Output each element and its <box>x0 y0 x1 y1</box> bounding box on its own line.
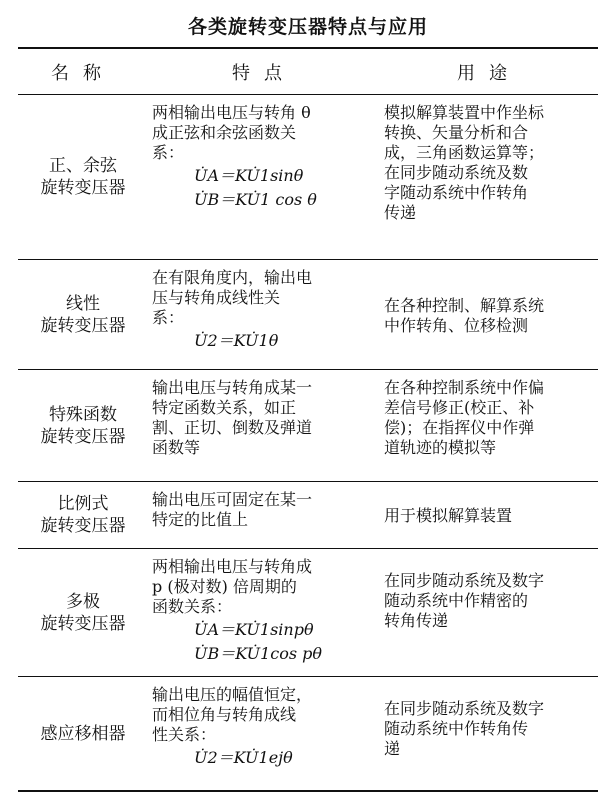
table-row <box>18 549 598 677</box>
formula: U̇2＝KU̇1θ <box>194 331 279 350</box>
row-name: 特殊函数 旋转变压器 <box>40 404 126 447</box>
row-features <box>148 260 380 369</box>
rotary-transformer-table <box>18 47 598 792</box>
row-features <box>148 95 380 259</box>
row-uses <box>380 482 598 548</box>
feature-text: 两相输出电压与转角成 p (极对数) 倍周期的 函数关系： <box>152 557 313 616</box>
use-text: 在同步随动系统及数字 随动系统中作精密的 转角传递 <box>384 571 545 630</box>
row-name: 正、余弦 旋转变压器 <box>40 156 126 198</box>
table-row <box>18 677 598 790</box>
row-uses <box>380 677 598 790</box>
use-text: 在同步随动系统及数字 随动系统中作转角传 递 <box>384 699 545 758</box>
row-features <box>148 482 380 548</box>
table-row <box>18 260 598 370</box>
use-text: 在各种控制、解算系统 中作转角、位移检测 <box>384 295 545 335</box>
row-features <box>148 549 380 676</box>
use-text: 在各种控制系统中作偏 差信号修正(校正、补 偿)；在指挥仪中作弹 道轨迹的模拟等 <box>384 378 545 457</box>
header-name: 名称 <box>51 62 115 84</box>
row-name: 线性 旋转变压器 <box>40 293 126 336</box>
feature-text: 输出电压的幅值恒定， 而相位角与转角成线 性关系： <box>152 685 313 744</box>
row-name: 比例式 旋转变压器 <box>40 494 126 536</box>
formula: U̇B＝KU̇1 cos θ <box>194 190 317 209</box>
row-uses <box>380 260 598 369</box>
row-uses <box>380 370 598 481</box>
feature-text: 在有限角度内，输出电 压与转角成线性关 系： <box>152 268 313 327</box>
row-features <box>148 677 380 790</box>
use-text: 用于模拟解算装置 <box>384 506 513 525</box>
row-name: 多极 旋转变压器 <box>40 591 126 634</box>
feature-text: 输出电压可固定在某一 特定的比值上 <box>152 490 313 529</box>
row-uses <box>380 95 598 259</box>
table-row <box>18 482 598 549</box>
formula: U̇B＝KU̇1cos pθ <box>194 644 323 663</box>
feature-text: 输出电压与转角成某一 特定函数关系，如正 割、正切、倒数及弹道 函数等 <box>152 378 313 457</box>
formula: U̇A＝KU̇1sinθ <box>194 166 304 185</box>
row-name: 感应移相器 <box>40 723 126 744</box>
header-features: 特点 <box>232 62 296 84</box>
formula: U̇2＝KU̇1ejθ <box>194 748 293 767</box>
row-uses <box>380 549 598 676</box>
table-row <box>18 370 598 482</box>
table-title: 各类旋转变压器特点与应用 <box>187 16 428 38</box>
table-row <box>18 95 598 260</box>
table-header <box>18 49 598 95</box>
feature-text: 两相输出电压与转角 θ 成正弦和余弦函数关 系： <box>152 103 311 162</box>
row-features <box>148 370 380 481</box>
header-uses: 用途 <box>457 62 521 84</box>
use-text: 模拟解算装置中作坐标 转换、矢量分析和合 成，三角函数运算等； 在同步随动系统及数 字随动系统中作转角 传递 <box>384 103 545 222</box>
formula: U̇A＝KU̇1sinpθ <box>194 620 314 639</box>
